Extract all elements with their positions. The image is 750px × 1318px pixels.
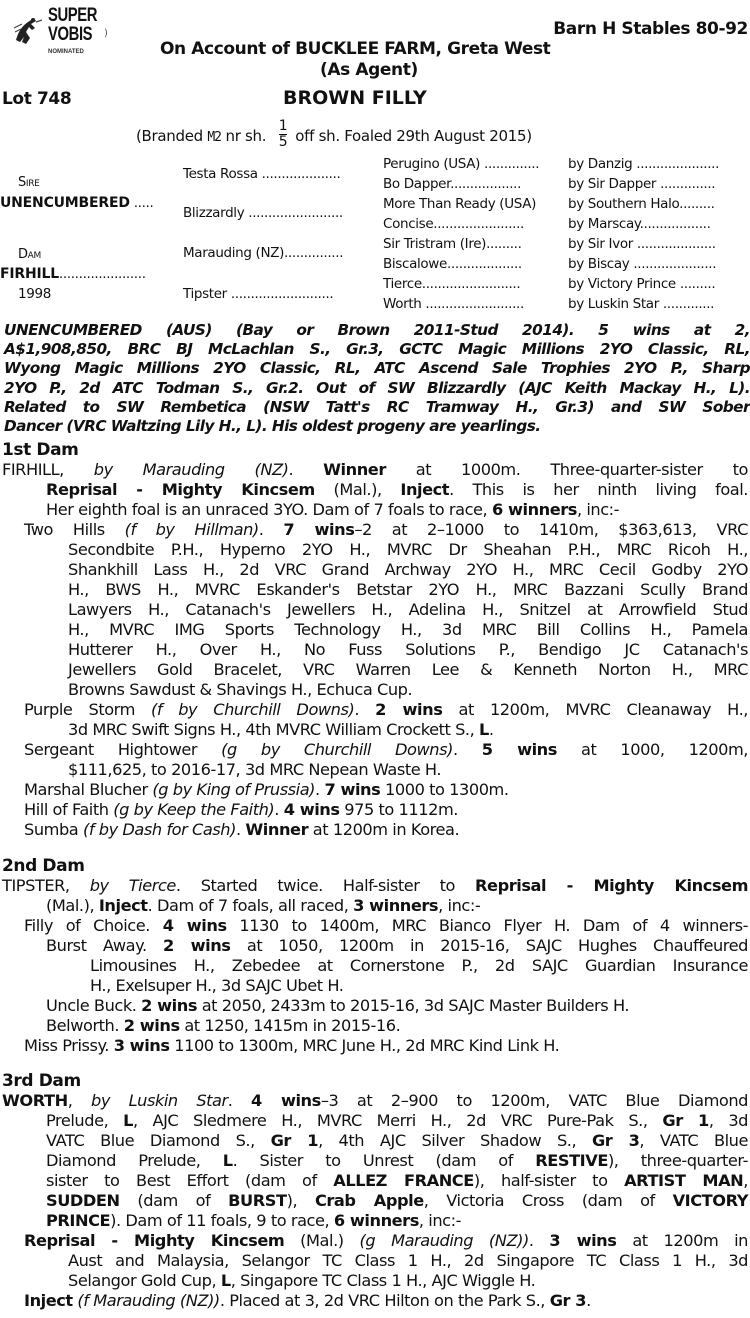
pedigree-text-line — [46, 896, 748, 916]
text: FIRHILL, — [2, 460, 94, 479]
logo-text-vobis: VOBIS — [48, 24, 93, 45]
pedigree-text-line — [68, 620, 748, 640]
text: (dam of — [119, 1191, 229, 1210]
italic-text: (f Marauding (NZ)) — [77, 1291, 220, 1310]
text: H., MVRC IMG Sports Technology H., 3d MRC Bill Collins H., Pamela — [68, 620, 748, 639]
fraction-numerator: 1 — [278, 118, 288, 134]
bold-text: RESTIVE — [535, 1151, 608, 1170]
pedigree-text-line — [24, 916, 748, 936]
italic-text: by Tierce — [89, 876, 176, 895]
text: Sergeant Hightower — [24, 740, 222, 759]
pedigree-text-line — [68, 540, 748, 560]
bold-text: L — [123, 1111, 133, 1130]
ggen-6: Biscalowe................... — [383, 256, 522, 272]
brand-suffix: off sh. Foaled 29th August 2015) — [295, 127, 532, 145]
text: , inc:- — [438, 896, 481, 915]
italic-text: (g by Churchill Downs) — [221, 740, 453, 759]
text: Secondbite P.H., Hyperno 2YO H., MVRC Dr Sheahan P.H., MRC Ricoh H., — [68, 540, 748, 559]
text: Uncle Buck. — [46, 996, 142, 1015]
lot-number: Lot 748 — [2, 89, 72, 109]
sire-summary-line: 2YO P., 2d ATC Todman S., Gr.2. Out of SW Blizzardly (AJC Keith Mackay H., L). — [4, 378, 750, 397]
ggen-8: Worth ......................... — [383, 296, 524, 312]
text: , 3d — [708, 1111, 748, 1130]
text: Browns Sawdust & Shavings H., Echuca Cup. — [68, 680, 413, 699]
sire-summary-line: Related to SW Rembetica (NSW Tatt's RC Tramway H., Gr.3) and SW Sober — [4, 397, 750, 416]
italic-text: by Marauding (NZ) — [93, 460, 289, 479]
ggen-2: Bo Dapper.................. — [383, 176, 522, 192]
bold-text: Winner — [323, 460, 386, 479]
sire-summary-line: UNENCUMBERED (AUS) (Bay or Brown 2011-Stud 2014). 5 wins at 2, — [4, 321, 750, 339]
text: , — [67, 1091, 92, 1110]
sire-summary-line: A$1,908,850, BRC BJ McLachlan S., Gr.3, GCTC Magic Millions 2YO Classic, RL, — [4, 340, 750, 359]
text: . Sister to Unrest (dam of — [232, 1151, 536, 1170]
text: $111,625, to 2016-17, 3d MRC Nepean Waste H. — [68, 760, 442, 779]
bold-text: WORTH — [2, 1091, 68, 1110]
text: at 1000, 1200m, — [556, 740, 748, 759]
dam-label: Dam — [18, 247, 41, 262]
ggen-1-sire: by Danzig ..................... — [568, 156, 720, 172]
granddam-tipster: Tipster .......................... — [183, 286, 334, 302]
second-dam-heading: 2nd Dam — [2, 856, 85, 876]
dam-year: 1998 — [18, 286, 51, 302]
horse-title: BROWN FILLY — [283, 87, 427, 109]
text: , — [743, 1171, 748, 1190]
text: . Placed at 3, 2d VRC Hilton on the Park S., — [219, 1291, 550, 1310]
text: at 1200m in — [616, 1231, 748, 1250]
grandsire-marauding: Marauding (NZ)............... — [183, 245, 344, 261]
bold-text: ARTIST MAN — [624, 1171, 744, 1190]
bold-text: Crab Apple — [314, 1191, 424, 1210]
text: ). Dam of 11 foals, 9 to race, — [110, 1211, 334, 1230]
pedigree-text-line — [24, 820, 748, 840]
bold-text: 6 winners — [491, 500, 577, 519]
pedigree-text-line — [46, 1151, 748, 1171]
text: . — [274, 800, 284, 819]
pedigree-text-line — [68, 720, 748, 740]
text: . — [452, 740, 482, 759]
text: . — [235, 820, 246, 839]
text: 975 to 1112m. — [339, 800, 458, 819]
text: (Mal.), — [46, 896, 99, 915]
italic-text: (f by Hillman) — [124, 520, 259, 539]
super-vobis-logo — [8, 4, 108, 62]
ggen-5: Sir Tristram (Ire)......... — [383, 236, 522, 252]
bold-text: Gr 3 — [549, 1291, 587, 1310]
bold-text: 3 wins — [113, 1036, 170, 1055]
text: –3 at 2–900 to 1200m, VATC Blue Diamond — [320, 1091, 748, 1110]
sire-summary-line: Dancer (VRC Waltzing Lily H., L). His oldest progeny are yearlings. — [4, 417, 541, 436]
bold-text: 5 wins — [481, 740, 557, 759]
logo-bracket: ) — [104, 28, 108, 39]
sire-dots: ..... — [133, 195, 154, 211]
italic-text: (f by Churchill Downs) — [151, 700, 355, 719]
pedigree-text-line — [46, 480, 748, 500]
text: TIPSTER, — [2, 876, 90, 895]
text: at 1200m, MVRC Cleanaway H., — [442, 700, 748, 719]
text: . Dam of 7 foals, all raced, — [147, 896, 354, 915]
bold-text: L — [222, 1151, 233, 1170]
ggen-2-sire: by Sir Dapper .............. — [568, 176, 716, 192]
ggen-6-sire: by Biscay ..................... — [568, 256, 717, 272]
pedigree-text-line — [68, 760, 748, 780]
text: Hutterer H., Over H., No Fuss Solutions P., Bendigo JC Catanach's — [68, 640, 748, 659]
sire-summary — [4, 321, 750, 436]
pedigree-text-line — [68, 600, 748, 620]
logo-text-super: SUPER — [48, 5, 98, 26]
text: H., BWS H., MVRC Eskander's Betstar 2YO H., MRC Bazzani Scully Brand — [68, 580, 748, 599]
text: 1130 to 1400m, MRC Bianco Flyer H. Dam of 4 winners- — [226, 916, 749, 935]
ggen-3-sire: by Southern Halo......... — [568, 196, 715, 212]
text: ), half-sister to — [473, 1171, 625, 1190]
text: Diamond Prelude, — [46, 1151, 223, 1170]
bold-text: Gr 1 — [662, 1111, 709, 1130]
bold-text: 2 wins — [123, 1016, 180, 1035]
first-dam-heading: 1st Dam — [2, 440, 79, 460]
text: . — [528, 1231, 550, 1250]
bold-text: Gr 3 — [591, 1131, 640, 1150]
text: , inc:- — [576, 500, 620, 519]
sire-label: Sire — [18, 175, 40, 190]
pedigree-text-line — [46, 936, 748, 956]
bold-text: L — [479, 720, 489, 739]
italic-text: by Luskin Star — [91, 1091, 228, 1110]
granddam-blizzardly: Blizzardly ........................ — [183, 205, 343, 221]
grandsire-testa-rossa: Testa Rossa .................... — [183, 166, 341, 182]
text: at 1000m. Three-quarter-sister to — [385, 460, 748, 479]
text: 3d MRC Swift Signs H., 4th MVRC William Crockett S., — [68, 720, 480, 739]
text: . — [586, 1291, 591, 1310]
text: at 1250, 1415m in 2015-16. — [179, 1016, 401, 1035]
vendor-account: On Account of BUCKLEE FARM, Greta West — [160, 39, 551, 59]
bold-text: L — [220, 1271, 231, 1290]
text: Two Hills — [24, 520, 125, 539]
bold-text: 4 wins — [162, 916, 227, 935]
bold-text: 3 wins — [549, 1231, 617, 1250]
text: Purple Storm — [24, 700, 152, 719]
pedigree-text-line — [24, 1036, 748, 1056]
pedigree-text-line — [46, 1111, 748, 1131]
bold-text: Inject — [98, 896, 148, 915]
ggen-7-sire: by Victory Prince ......... — [568, 276, 716, 292]
text: Shankhill Lass H., 2d VRC Grand Archway 2YO H., MRC Cecil Godby 2YO — [68, 560, 748, 579]
pedigree-text-line — [46, 1211, 748, 1231]
ggen-7: Tierce......................... — [383, 276, 521, 292]
vendor-agent: (As Agent) — [320, 60, 418, 80]
pedigree-text-line — [2, 1091, 748, 1111]
text: , VATC Blue — [639, 1131, 748, 1150]
text: . — [258, 520, 284, 539]
bold-text: Inject — [24, 1291, 73, 1310]
text: Belworth. — [46, 1016, 124, 1035]
brand-description — [136, 118, 532, 152]
pedigree-text-line — [24, 520, 748, 540]
pedigree-text-line — [68, 660, 748, 680]
brand-fraction — [279, 119, 288, 150]
italic-text: (g Marauding (NZ)) — [359, 1231, 529, 1250]
text: , Victoria Cross (dam of — [423, 1191, 673, 1210]
bold-text: VICTORY — [672, 1191, 748, 1210]
text: Limousines H., Zebedee at Cornerstone P., 2d SAJC Guardian Insurance — [90, 956, 748, 975]
bold-text: Reprisal - Mighty Kincsem — [475, 876, 748, 895]
pedigree-text-line — [24, 800, 748, 820]
bold-text: 4 wins — [283, 800, 340, 819]
pedigree-text-line — [46, 1191, 748, 1211]
logo-text-nominated: NOMINATED — [48, 49, 84, 55]
text: Filly of Choice. — [24, 916, 163, 935]
pedigree-text-line — [24, 700, 748, 720]
bold-text: SUDDEN — [46, 1191, 120, 1210]
text: . Started twice. Half-sister to — [175, 876, 476, 895]
text: Prelude, — [46, 1111, 124, 1130]
italic-text: (g by King of Prussia) — [152, 780, 316, 799]
text: Her eighth foal is an unraced 3YO. Dam of 7 foals to race, — [46, 500, 492, 519]
text: at 1200m in Korea. — [308, 820, 460, 839]
text: . — [354, 700, 376, 719]
dam-name: FIRHILL — [0, 266, 59, 282]
pedigree-text-line — [68, 560, 748, 580]
text: H., Exelsuper H., 3d SAJC Ubet H. — [90, 976, 344, 995]
bold-text: 4 wins — [251, 1091, 321, 1110]
pedigree-text-line — [46, 1016, 748, 1036]
text: Lawyers H., Catanach's Jewellers H., Adelina H., Snitzel at Arrowfield Stud — [68, 600, 748, 619]
dam-row — [0, 264, 146, 284]
text: (Mal.) — [284, 1231, 360, 1250]
ggen-8-sire: by Luskin Star ............. — [568, 296, 715, 312]
bold-text: Winner — [245, 820, 309, 839]
bold-text: Gr 1 — [270, 1131, 319, 1150]
pedigree-text-line — [68, 640, 748, 660]
ggen-3: More Than Ready (USA) — [383, 196, 537, 212]
text: Sumba — [24, 820, 83, 839]
sire-name: UNENCUMBERED — [0, 195, 130, 211]
racing-horse-icon — [12, 14, 44, 48]
text: at 1050, 1200m in 2015-16, SAJC Hughes Chauffeured — [230, 936, 748, 955]
pedigree-text-line — [68, 680, 748, 700]
brand-mark: M2 — [207, 130, 222, 145]
pedigree-text-line — [46, 996, 748, 1016]
third-dam-heading: 3rd Dam — [2, 1071, 81, 1091]
text: . — [315, 780, 325, 799]
text: Miss Prissy. — [24, 1036, 114, 1055]
text: , 4th AJC Silver Shadow S., — [318, 1131, 592, 1150]
text: Hill of Faith — [24, 800, 114, 819]
sire-summary-line: Wyong Magic Millions 2YO Classic, RL, ATC Ascend Sale Trophies 2YO P., Sharp — [4, 359, 750, 378]
bold-text: Reprisal - Mighty Kincsem — [46, 480, 315, 499]
text: , Singapore TC Class 1 H., AJC Wiggle H. — [230, 1271, 536, 1290]
ggen-4: Concise....................... — [383, 216, 524, 232]
brand-mid: nr sh. — [221, 127, 267, 145]
bold-text: PRINCE — [46, 1211, 111, 1230]
pedigree-text-line — [68, 1271, 748, 1291]
bold-text: Inject — [400, 480, 450, 499]
text: . — [227, 1091, 252, 1110]
bold-text: 6 winners — [333, 1211, 419, 1230]
italic-text: (g by Keep the Faith) — [113, 800, 275, 819]
text: ), three-quarter- — [607, 1151, 748, 1170]
pedigree-text-line — [2, 876, 748, 896]
fraction-denominator: 5 — [278, 134, 288, 150]
text: at 2050, 2433m to 2015-16, 3d SAJC Master Builders H. — [197, 996, 630, 1015]
text: VATC Blue Diamond S., — [46, 1131, 271, 1150]
pedigree-text-line — [24, 1231, 748, 1251]
pedigree-text-line — [24, 780, 748, 800]
text: ), — [286, 1191, 315, 1210]
pedigree-text-line — [2, 460, 748, 480]
bold-text: 2 wins — [375, 700, 443, 719]
italic-text: (f by Dash for Cash) — [82, 820, 236, 839]
pedigree-text-line — [68, 580, 748, 600]
text: , AJC Sledmere H., MVRC Merri H., 2d VRC Pure-Pak S., — [132, 1111, 663, 1130]
text: Aust and Malaysia, Selangor TC Class 1 H., 2d Singapore TC Class 1 H., 3d — [68, 1251, 748, 1270]
pedigree-text-line — [90, 956, 748, 976]
ggen-1: Perugino (USA) .............. — [383, 156, 540, 172]
barn-location: Barn H Stables 80-92 — [553, 19, 748, 39]
bold-text: BURST — [228, 1191, 287, 1210]
pedigree-text-line — [24, 1291, 748, 1311]
dam-dots: ...................... — [58, 266, 146, 282]
bold-text: 7 wins — [324, 780, 381, 799]
text: 1100 to 1300m, MRC June H., 2d MRC Kind Link H. — [169, 1036, 560, 1055]
bold-text: 3 winners — [353, 896, 439, 915]
bold-text: 2 wins — [162, 936, 231, 955]
text: . This is her ninth living foal. — [449, 480, 749, 499]
text: Jewellers Gold Bracelet, VRC Warren Lee & Kenneth Norton H., MRC — [68, 660, 748, 679]
text: . — [288, 460, 324, 479]
bold-text: 7 wins — [283, 520, 355, 539]
text: 1000 to 1300m. — [380, 780, 509, 799]
brand-prefix: (Branded — [136, 127, 208, 145]
pedigree-text-line — [90, 976, 748, 996]
text: (Mal.), — [314, 480, 401, 499]
text: , inc:- — [418, 1211, 461, 1230]
pedigree-text-line — [24, 740, 748, 760]
text: –2 at 2–1000 to 1410m, $363,613, VRC — [354, 520, 748, 539]
sire-row — [0, 193, 153, 213]
bold-text: Reprisal - Mighty Kincsem — [24, 1231, 285, 1250]
text: . — [488, 720, 494, 739]
pedigree-text-line — [68, 1251, 748, 1271]
bold-text: 2 wins — [141, 996, 198, 1015]
text: Burst Away. — [46, 936, 163, 955]
pedigree-text-line — [46, 1171, 748, 1191]
ggen-5-sire: by Sir Ivor .................... — [568, 236, 716, 252]
text: Marshal Blucher — [24, 780, 153, 799]
bold-text: ALLEZ FRANCE — [333, 1171, 474, 1190]
ggen-4-sire: by Marscay.................. — [568, 216, 711, 232]
pedigree-text-line — [46, 1131, 748, 1151]
pedigree-text-line — [46, 500, 748, 520]
text: Selangor Gold Cup, — [68, 1271, 221, 1290]
text: sister to Best Effort (dam of — [46, 1171, 334, 1190]
